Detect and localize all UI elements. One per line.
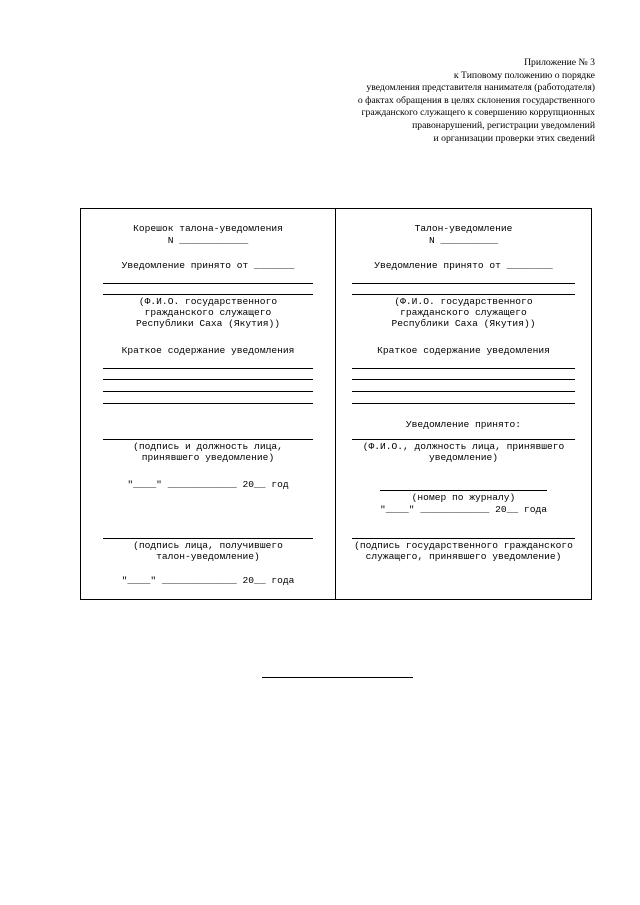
- ticket-servant-line: [352, 538, 575, 539]
- stub-fio-caption: Республики Саха (Якутия)): [136, 318, 280, 329]
- ticket-journal-caption: (номер по журналу): [411, 492, 516, 503]
- ticket-acceptor-caption: (Ф.И.О., должность лица, принявшего: [362, 441, 565, 452]
- ticket-summary-line: [352, 368, 575, 369]
- stub-date-1: "____" ____________ 20__ год: [127, 479, 289, 490]
- stub-signer-caption: (подпись и должность лица,: [133, 441, 283, 452]
- stub-summary-line: [103, 391, 313, 392]
- stub-fio-line: [103, 283, 313, 284]
- ticket-fio-caption: гражданского служащего: [400, 307, 527, 318]
- stub-fio-line: [103, 294, 313, 295]
- ticket-fio-line: [352, 294, 575, 295]
- ticket-summary-line: [352, 391, 575, 392]
- ticket-acceptor-line: [352, 439, 575, 440]
- appendix-line: о фактах обращения в целях склонения государственного: [357, 94, 595, 106]
- stub-title: Корешок талона-уведомления: [133, 223, 283, 234]
- ticket-summary-line: [352, 403, 575, 404]
- stub-receiver-line: [103, 538, 313, 539]
- ticket-fio-line: [352, 283, 575, 284]
- appendix-header: [265, 57, 595, 145]
- appendix-line: Приложение № 3: [524, 57, 595, 68]
- appendix-line: правонарушений, регистрации уведомлений: [412, 119, 595, 131]
- ticket-column: [336, 209, 591, 599]
- stub-receiver-caption: (подпись лица, получившего: [133, 540, 283, 551]
- ticket-summary-label: Краткое содержание уведомления: [377, 345, 550, 356]
- ticket-accepted-label: Уведомление принято:: [405, 419, 522, 430]
- stub-summary-line: [103, 368, 313, 369]
- ticket-acceptor-caption: уведомление): [428, 452, 499, 463]
- ticket-date: "____" ____________ 20__ года: [380, 504, 547, 515]
- ticket-servant-caption: служащего, принявшего уведомление): [365, 551, 562, 562]
- appendix-line: гражданского служащего к совершению коррупционных: [361, 107, 595, 119]
- stub-signer-caption: принявшего уведомление): [141, 452, 275, 463]
- stub-receiver-caption: талон-уведомление): [156, 551, 260, 562]
- ticket-number: N __________: [428, 235, 499, 246]
- appendix-line: и организации проверки этих сведений: [433, 132, 595, 144]
- ticket-summary-line: [352, 379, 575, 380]
- appendix-line: уведомления представителя нанимателя (работодателя): [366, 82, 595, 94]
- stub-received-from: Уведомление принято от _______: [121, 260, 295, 271]
- stub-number: N ____________: [167, 235, 249, 246]
- ticket-fio-caption: (Ф.И.О. государственного: [394, 296, 533, 307]
- stub-summary-line: [103, 379, 313, 380]
- stub-column: [81, 209, 336, 599]
- ticket-fio-caption: Республики Саха (Якутия)): [391, 318, 536, 329]
- notification-form-table: [80, 208, 592, 600]
- ticket-title: Талон-уведомление: [414, 223, 513, 234]
- ticket-received-from: Уведомление принято от ________: [374, 260, 553, 271]
- stub-summary-line: [103, 403, 313, 404]
- stub-fio-caption: (Ф.И.О. государственного: [138, 296, 278, 307]
- stub-fio-caption: гражданского служащего: [144, 307, 272, 318]
- appendix-line: к Типовому положению о порядке: [453, 69, 595, 81]
- ticket-servant-caption: (подпись государственного гражданского: [354, 540, 573, 551]
- ticket-journal-line: [380, 490, 547, 491]
- footer-separator: [262, 677, 413, 678]
- stub-date-2: "____" _____________ 20__ года: [121, 575, 295, 586]
- stub-summary-label: Краткое содержание уведомления: [121, 345, 295, 356]
- stub-signer-line: [103, 439, 313, 440]
